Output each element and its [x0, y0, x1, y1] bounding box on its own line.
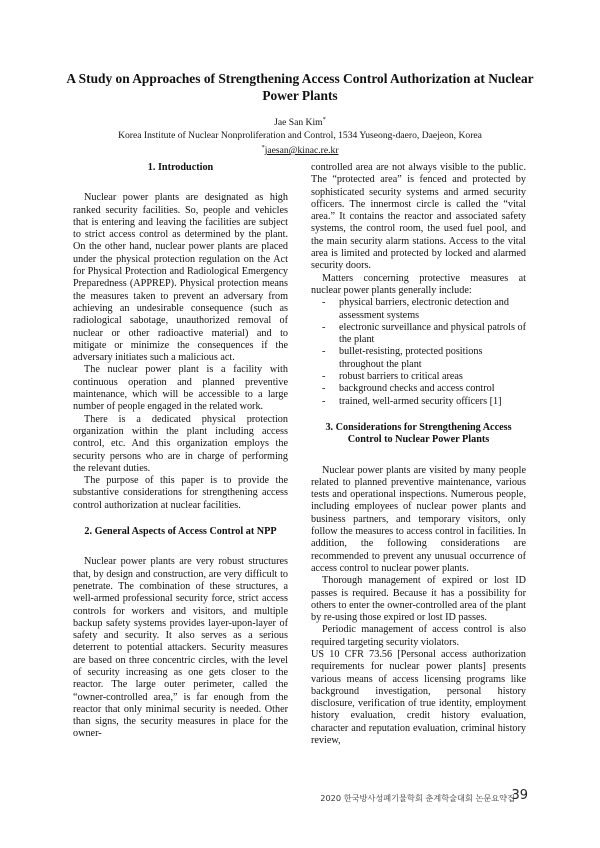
section-2-paragraph: Matters concerning protective measures at nuclear power plants generally include:	[311, 272, 526, 296]
list-item: - bullet-resisting, protected positions throughout the plant	[322, 346, 483, 370]
author-email-line	[40, 142, 560, 158]
section-3-heading	[311, 422, 526, 447]
section-3-paragraph: Thorough management of expired or lost ID passes is required. Because it has a possibility for others to enter the owner-controlled area of the plant by re-using those expired or lost ID passes.	[311, 575, 526, 624]
proceedings-footer: 2020 한국방사성폐기물학회 춘계학술대회 논문요약집	[320, 793, 515, 803]
bullet-mark: -	[322, 383, 326, 395]
list-item: - trained, well-armed security officers [1]	[322, 395, 502, 407]
list-item: - physical barriers, electronic detection and assessment systems	[322, 297, 509, 321]
author-name: Jae San Kim	[274, 117, 323, 129]
section-1-heading: 1. Introduction	[147, 162, 214, 173]
page-number: 39	[511, 788, 528, 803]
left-column	[73, 162, 288, 741]
author-mark: *	[322, 116, 326, 123]
section-2-paragraph-continued: controlled area are not always visible to the public. The “protected area” is fenced and protected by sophisticated security systems and armed security officers. The innermost circle is called the “vital area.” It contains the reactor and associated safety systems, the control room, the used fuel pool, and the main security alarm stations. Access to the vital area is limited and protected by locked and alarmed security doors.	[311, 162, 526, 272]
bullet-mark: -	[322, 346, 326, 358]
bullet-mark: -	[322, 297, 326, 309]
section-3-paragraph: Periodic management of access control is also required targeting security violators.	[311, 624, 526, 648]
section-3-paragraph: Nuclear power plants are visited by many people related to planned preventive maintenance, various tests and operational inspections. Numerous people, including employees of nuclear power plants and business partners, and temporary visitors, only follow the measures to access control in facilities. In addition, the following considerations are recommended to prevent any unusual occurrence of access control to nuclear power plants.	[311, 464, 526, 574]
section-3-paragraph: US 10 CFR 73.56 [Personal access authorization requirements for nuclear power plants] presents various means of access licensing programs like background investigation, personal history disclosure, verification of true identity, employment history evaluation, credit history evaluation, character and reputation evaluation, criminal history review,	[311, 648, 526, 747]
author-affiliation: Korea Institute of Nuclear Nonproliferation and Control, 1534 Yuseong-daero, Daejeon, Korea	[118, 129, 482, 141]
bullet-mark: -	[322, 371, 326, 383]
section-1-paragraph: Nuclear power plants are designated as high ranked security facilities. So, people and vehicles that is entering and leaving the facilities are subject to strict access control as determined by the plant. On the other hand, nuclear power plants are placed under the physical protection regulation on the Act for Physical Protection and Radiological Emergency Preparedness (APPREP). Physical protection means the measures taken to prevent an adversary from achieving an undesirable consequence (such as radiological sabotage, unauthorized removal of nuclear or other radioactive material) and to mitigate or minimize the consequences if the adversary initiates such a malicious act.	[73, 192, 288, 364]
section-3-heading-line: 3. Considerations for Strengthening Access	[325, 421, 512, 433]
bullet-mark: -	[322, 395, 326, 407]
protective-measures-list	[311, 297, 526, 408]
section-3-heading-line: Control to Nuclear Power Plants	[347, 434, 490, 446]
paper-title: A Study on Approaches of Strengthening Access Control Authorization at Nuclear Power Plants	[66, 71, 534, 103]
section-1-paragraph: The purpose of this paper is to provide the substantive considerations for strengthening access control authorization at nuclear facilities.	[73, 475, 288, 511]
right-column	[311, 162, 526, 747]
list-item: - robust barriers to critical areas	[322, 371, 463, 383]
email-mark: *	[261, 144, 265, 152]
section-2-heading: 2. General Aspects of Access Control at NPP	[84, 526, 277, 538]
section-1-paragraph: There is a dedicated physical protection organization within the plant including access control, etc. And this organization employs the security persons who are in charge of performing the relevant duties.	[73, 413, 288, 474]
author-block	[40, 114, 560, 158]
bullet-mark: -	[322, 321, 326, 333]
section-1-paragraph: The nuclear power plant is a facility with continuous operation and planned preventive maintenance, which will be accessible to a large number of people engaged in the related work.	[73, 364, 288, 413]
list-item: - electronic surveillance and physical patrols of the plant	[322, 321, 526, 346]
author-email[interactable]: jaesan@kinac.re.kr	[264, 145, 339, 157]
list-item: - background checks and access control	[322, 383, 495, 395]
author-name-line	[40, 114, 560, 130]
section-2-paragraph: Nuclear power plants are very robust structures that, by design and construction, are very difficult to penetrate. The combination of these structures, a well-armed professional security force, strict access controls for workers and visitors, and multiple backup safety systems provides layer-upon-layer of safety and security. It also serves as a serious deterrent to potential attackers. Security measures are based on three concentric circles, with the level of security increasing as one gets closer to the reactor. The large outer perimeter, called the “owner-controlled area,” is far enough from the reactor that only minimal security is needed. Other than signs, the security measures in place for the owner-	[73, 556, 288, 740]
